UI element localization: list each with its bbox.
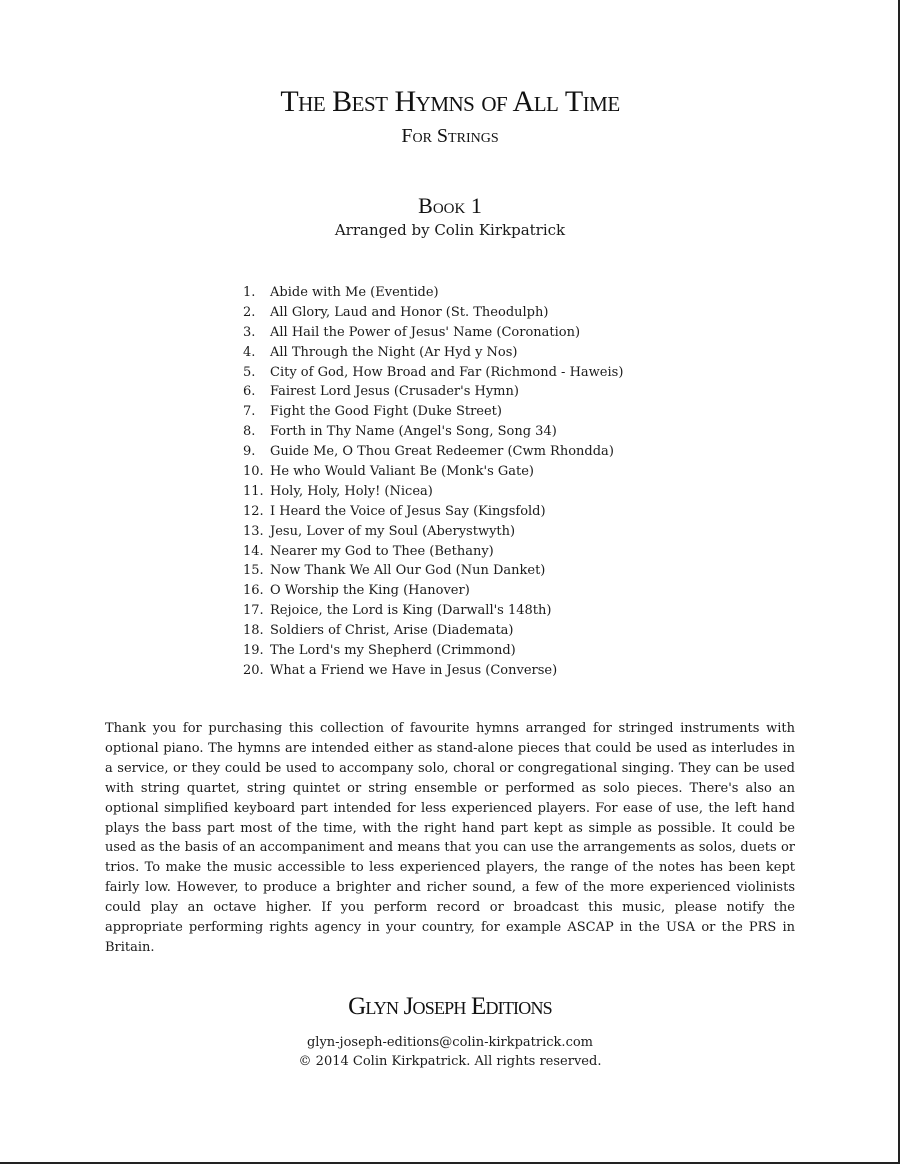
hymn-list-item xyxy=(243,442,623,462)
hymn-number: 14. xyxy=(243,543,264,559)
hymn-list-item xyxy=(243,482,623,502)
hymn-list-item xyxy=(243,363,623,383)
hymn-title: All Through the Night (Ar Hyd y Nos) xyxy=(270,344,518,360)
hymn-list-item xyxy=(243,621,623,641)
hymn-title: All Glory, Laud and Honor (St. Theodulph) xyxy=(270,304,549,320)
hymn-list-item xyxy=(243,422,623,442)
hymn-list xyxy=(243,283,623,681)
hymn-number: 4. xyxy=(243,344,256,360)
hymn-title: Forth in Thy Name (Angel's Song, Song 34) xyxy=(270,424,557,440)
hymn-list-item xyxy=(243,561,623,581)
publisher-logo: Glyn Joseph Editions xyxy=(348,993,552,1020)
hymn-title: Soldiers of Christ, Arise (Diademata) xyxy=(270,623,514,639)
book-label: Book 1 xyxy=(418,193,482,218)
hymn-number: 16. xyxy=(243,583,264,599)
copyright-notice: © 2014 Colin Kirkpatrick. All rights reserved. xyxy=(298,1054,602,1069)
arranger-credit: Arranged by Colin Kirkpatrick xyxy=(334,221,566,239)
hymn-number: 17. xyxy=(243,603,264,619)
hymn-title: Fairest Lord Jesus (Crusader's Hymn) xyxy=(270,384,519,400)
hymn-title: Now Thank We All Our God (Nun Danket) xyxy=(270,563,546,579)
hymn-title: City of God, How Broad and Far (Richmond - Haweis) xyxy=(270,364,624,380)
hymn-number: 5. xyxy=(243,364,256,380)
hymn-number: 11. xyxy=(243,483,264,499)
hymn-title: All Hail the Power of Jesus' Name (Coronation) xyxy=(270,324,581,340)
hymn-list-item xyxy=(243,502,623,522)
hymn-title: What a Friend we Have in Jesus (Converse) xyxy=(270,662,558,678)
hymn-number: 19. xyxy=(243,643,264,659)
hymn-title: Guide Me, O Thou Great Redeemer (Cwm Rhondda) xyxy=(270,444,614,460)
hymn-number: 13. xyxy=(243,523,264,539)
hymn-title: Holy, Holy, Holy! (Nicea) xyxy=(270,483,433,499)
hymn-number: 18. xyxy=(243,623,264,639)
hymn-number: 15. xyxy=(243,563,264,579)
page-title: The Best Hymns of All Time xyxy=(280,85,620,118)
hymn-number: 9. xyxy=(243,444,256,460)
hymn-list-item xyxy=(243,402,623,422)
hymn-list-item xyxy=(243,343,623,363)
hymn-number: 6. xyxy=(243,384,256,400)
hymn-list-item xyxy=(243,542,623,562)
publisher-email: glyn-joseph-editions@colin-kirkpatrick.com xyxy=(306,1035,594,1050)
hymn-list-item xyxy=(243,581,623,601)
hymn-list-item xyxy=(243,462,623,482)
hymn-title: Nearer my God to Thee (Bethany) xyxy=(270,543,494,559)
hymn-list-item xyxy=(243,601,623,621)
hymn-number: 7. xyxy=(243,404,256,420)
page-subtitle: For Strings xyxy=(401,125,499,147)
hymn-title: O Worship the King (Hanover) xyxy=(270,583,470,599)
hymn-title: He who Would Valiant Be (Monk's Gate) xyxy=(270,464,534,480)
hymn-list-item xyxy=(243,303,623,323)
hymn-list-item xyxy=(243,382,623,402)
hymn-title: Fight the Good Fight (Duke Street) xyxy=(270,404,502,420)
hymn-number: 12. xyxy=(243,503,264,519)
hymn-list-item xyxy=(243,522,623,542)
hymn-title: I Heard the Voice of Jesus Say (Kingsfold) xyxy=(270,503,546,519)
hymn-list-item xyxy=(243,323,623,343)
hymn-number: 1. xyxy=(243,285,256,300)
hymn-list-item xyxy=(243,283,623,303)
hymn-title: Abide with Me (Eventide) xyxy=(270,285,439,300)
hymn-number: 10. xyxy=(243,464,264,480)
hymn-list-item xyxy=(243,641,623,661)
intro-paragraph: Thank you for purchasing this collection of favourite hymns arranged for stringed instruments with optional piano. The hymns are intended either as stand-alone pieces that could be used as interludes in a service, or they could be used to accompany solo, choral or congregational singing. They can be used with string quartet, string quintet or string ensemble or performed as solo pieces. There's also an optional simplified keyboard part intended for less experienced players. For ease of use, the left hand plays the bass part most of the time, with the right hand part kept as simple as possible. It could be used as the basis of an accompaniment and means that you can use the arrangements as solos, duets or trios. To make the music accessible to less experienced players, the range of the notes has been kept fairly low. However, to produce a brighter and richer sound, a few of the more experienced violinists could play an octave higher. If you perform record or broadcast this music, please notify the appropriate performing rights agency in your country, for example ASCAP in the USA or the PRS in Britain. xyxy=(105,721,795,955)
hymn-title: The Lord's my Shepherd (Crimmond) xyxy=(270,643,516,659)
hymn-list-item xyxy=(243,661,623,681)
hymn-number: 2. xyxy=(243,304,256,320)
hymn-number: 20. xyxy=(243,662,264,678)
hymn-number: 8. xyxy=(243,424,256,440)
hymn-number: 3. xyxy=(243,324,256,340)
hymn-title: Jesu, Lover of my Soul (Aberystwyth) xyxy=(270,523,516,539)
hymn-title: Rejoice, the Lord is King (Darwall's 148th) xyxy=(270,603,552,619)
